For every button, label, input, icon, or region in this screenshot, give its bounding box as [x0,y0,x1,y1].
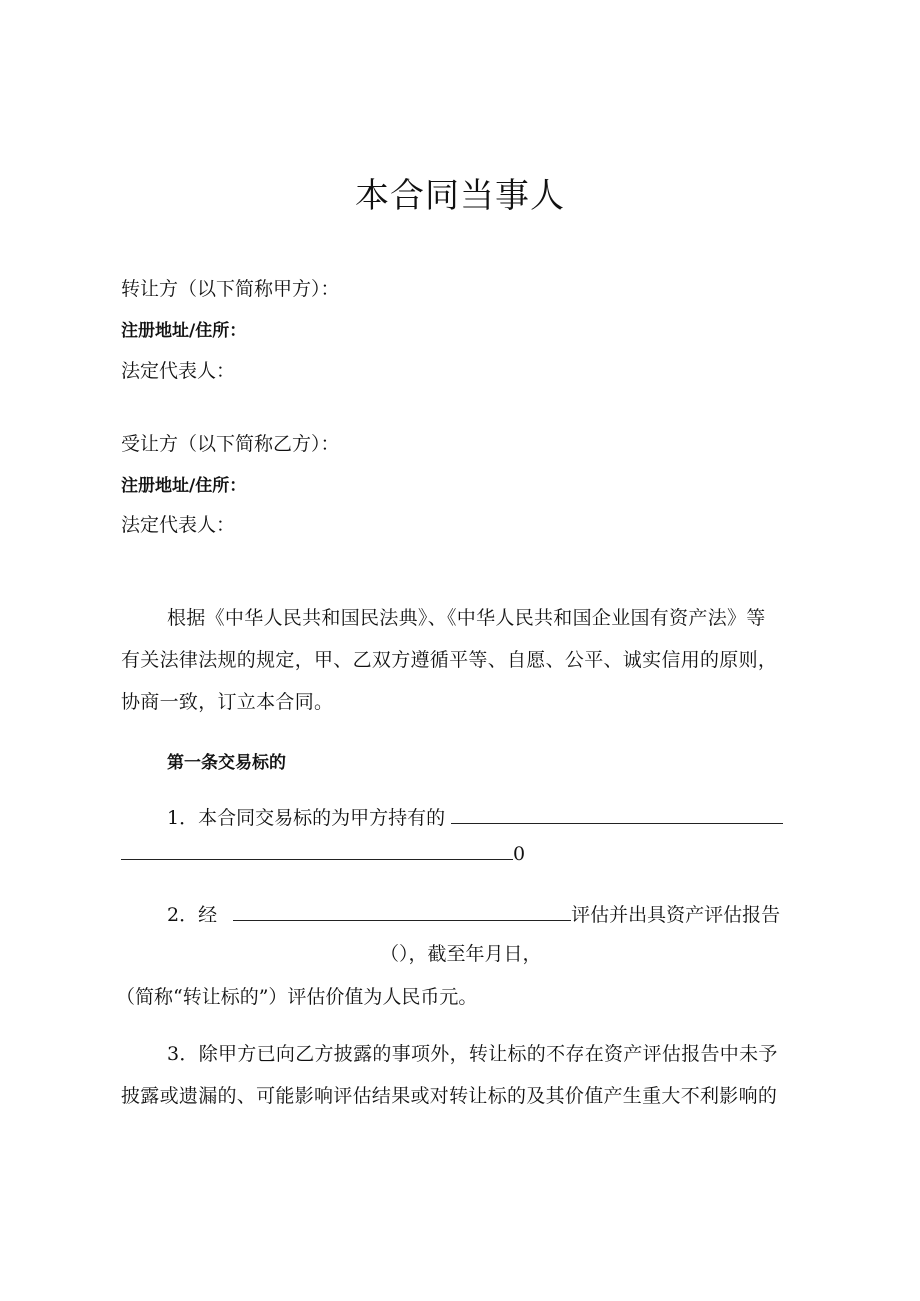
page-title: 本合同当事人 [355,176,565,216]
item-3-line: 披露或遗漏的、可能影响评估结果或对转让标的及其价值产生重大不利影响的 [121,1085,778,1107]
party-a-rep-label: 法定代表人： [121,360,236,382]
party-b-label: 受让方（以下简称乙方）： [121,433,340,455]
item-2-suffix: 评估并出具资产评估报告 [571,904,781,926]
preamble-line: 根据《中华人民共和国民法典》、《中华人民共和国企业国有资产法》等 [167,607,766,629]
item-2-prefix: 2．经 [167,904,218,926]
article-item-1-cont [121,843,525,865]
article-item-1 [167,803,783,830]
item-2-line3: （简称“转让标的”）评估价值为人民币元。 [116,986,478,1008]
item-3-line: 3．除甲方已向乙方披露的事项外，转让标的不存在资产评估报告中未予 [167,1043,778,1065]
article-heading: 第一条交易标的 [167,753,286,773]
item-1-text: 1．本合同交易标的为甲方持有的 [167,807,446,829]
preamble-line: 有关法律法规的规定，甲、乙双方遵循平等、自愿、公平、诚实信用的原则， [121,649,778,671]
item-1-blank [451,807,783,824]
party-a-label: 转让方（以下简称甲方）： [121,278,340,300]
item-2-blank [233,904,571,921]
preamble-paragraph [121,597,811,723]
item-1-blank-cont [121,843,513,860]
party-b-address-label: 注册地址/住所： [121,476,247,496]
preamble-line: 协商一致，订立本合同。 [121,691,334,713]
article-item-2 [167,900,780,927]
item-2-line2: （），截至年月日， [380,943,542,965]
party-b-rep-label: 法定代表人： [121,514,236,536]
article-item-3 [121,1033,811,1117]
item-1-suffix: 0 [513,843,526,865]
party-a-address-label: 注册地址/住所： [121,321,247,341]
